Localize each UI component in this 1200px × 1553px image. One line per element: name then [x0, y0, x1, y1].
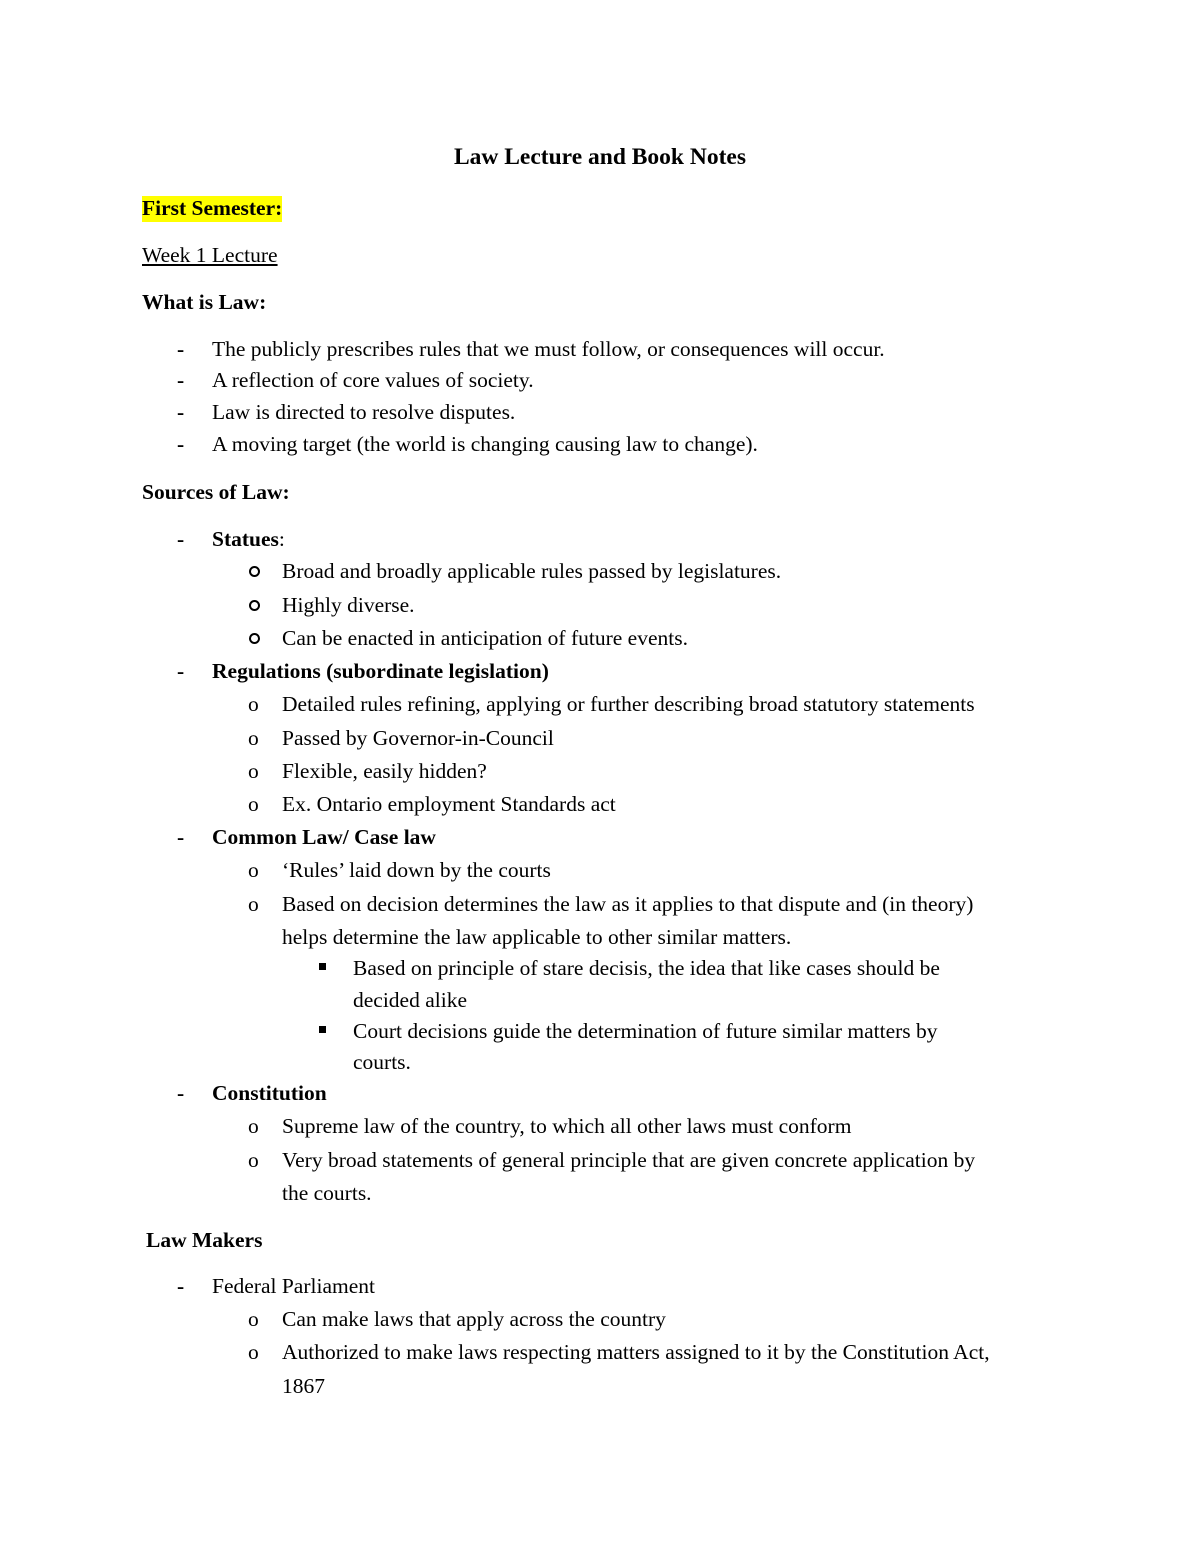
dash-bullet: - — [177, 368, 185, 392]
sub-list-item-continuation: decided alike — [353, 988, 468, 1012]
list-item-continuation: helps determine the law applicable to other similar matters. — [282, 925, 792, 949]
semester-heading: First Semester: — [142, 196, 283, 220]
list-item: Ex. Ontario employment Standards act — [282, 792, 616, 816]
dash-bullet: - — [177, 659, 185, 683]
square-bullet-icon — [319, 963, 326, 970]
statues-colon: : — [278, 527, 285, 551]
week-heading: Week 1 Lecture — [142, 243, 278, 267]
sources-of-law-heading: Sources of Law: — [142, 480, 290, 504]
list-item: Can be enacted in anticipation of future events. — [282, 626, 688, 650]
statues-label-text: Statues — [212, 527, 279, 551]
o-bullet: o — [248, 726, 259, 750]
o-bullet: o — [248, 1114, 259, 1138]
list-item: Supreme law of the country, to which all other laws must conform — [282, 1114, 852, 1138]
o-bullet: o — [248, 892, 259, 916]
dash-bullet: - — [177, 432, 185, 456]
o-bullet: o — [248, 759, 259, 783]
list-item: The publicly prescribes rules that we must follow, or consequences will occur. — [212, 337, 885, 361]
federal-parliament-label: Federal Parliament — [212, 1274, 375, 1298]
list-item: Flexible, easily hidden? — [282, 759, 487, 783]
o-bullet: o — [248, 692, 259, 716]
o-bullet: o — [248, 792, 259, 816]
dash-bullet: - — [177, 825, 185, 849]
document-title: Law Lecture and Book Notes — [453, 144, 747, 170]
list-item: A reflection of core values of society. — [212, 368, 534, 392]
o-bullet: o — [248, 1148, 259, 1172]
list-item: Broad and broadly applicable rules passed by legislatures. — [282, 559, 782, 583]
o-bullet: o — [248, 858, 259, 882]
list-item: Based on decision determines the law as it applies to that dispute and (in theory) — [282, 892, 974, 916]
common-law-label: Common Law/ Case law — [212, 825, 436, 849]
what-is-law-heading: What is Law: — [142, 290, 267, 314]
dash-bullet: - — [177, 400, 185, 424]
sub-list-item-continuation: courts. — [353, 1050, 411, 1074]
circle-bullet-icon — [249, 633, 260, 644]
statues-label — [212, 527, 285, 553]
sub-list-item: Based on principle of stare decisis, the idea that like cases should be — [353, 956, 940, 980]
list-item: Passed by Governor-in-Council — [282, 726, 554, 750]
list-item: Very broad statements of general principle that are given concrete application by — [282, 1148, 976, 1172]
list-item: Authorized to make laws respecting matters assigned to it by the Constitution Act, — [282, 1340, 990, 1364]
dash-bullet: - — [177, 1274, 185, 1298]
dash-bullet: - — [177, 527, 185, 551]
list-item: ‘Rules’ laid down by the courts — [282, 858, 551, 882]
list-item: Can make laws that apply across the country — [282, 1307, 666, 1331]
dash-bullet: - — [177, 337, 185, 361]
list-item: A moving target (the world is changing causing law to change). — [212, 432, 758, 456]
sub-list-item: Court decisions guide the determination of future similar matters by — [353, 1019, 938, 1043]
list-item-continuation: 1867 — [282, 1374, 325, 1398]
regulations-label: Regulations (subordinate legislation) — [212, 659, 549, 683]
list-item: Highly diverse. — [282, 593, 415, 617]
circle-bullet-icon — [249, 566, 260, 577]
constitution-label: Constitution — [212, 1081, 327, 1105]
o-bullet: o — [248, 1340, 259, 1364]
law-makers-heading: Law Makers — [146, 1228, 263, 1252]
square-bullet-icon — [319, 1026, 326, 1033]
list-item: Law is directed to resolve disputes. — [212, 400, 516, 424]
list-item-continuation: the courts. — [282, 1181, 372, 1205]
list-item: Detailed rules refining, applying or further describing broad statutory statements — [282, 692, 975, 716]
o-bullet: o — [248, 1307, 259, 1331]
dash-bullet: - — [177, 1081, 185, 1105]
circle-bullet-icon — [249, 600, 260, 611]
